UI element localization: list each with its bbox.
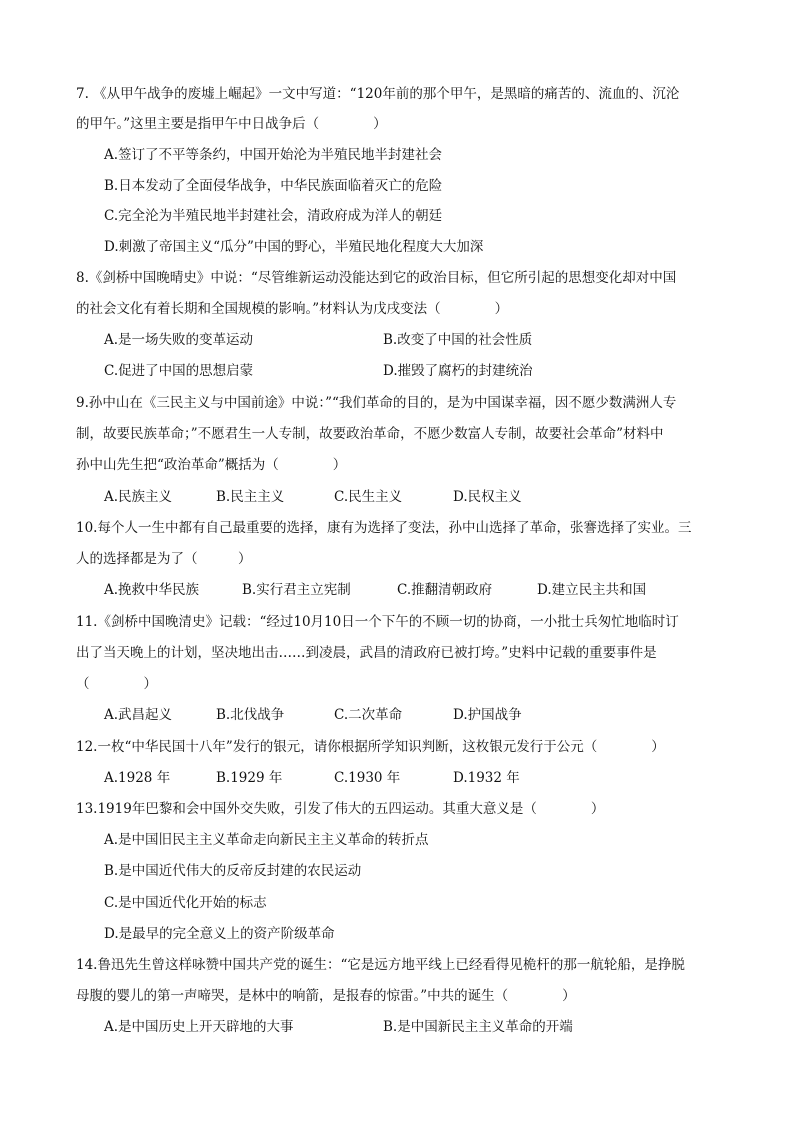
question-10-stem-line-2: 人的选择都是为了（ ） (76, 551, 252, 567)
question-8-options-row-1 (104, 330, 744, 350)
question-9-stem-line-3: 孙中山先生把“政治革命”概括为（ ） (76, 457, 347, 473)
question-12-option-d: D.1932 年 (453, 770, 520, 786)
question-13-option-b: B.是中国近代伟大的反帝反封建的农民运动 (104, 863, 362, 879)
question-11-stem-line-1: 11.《剑桥中国晚清史》记载：“经过10月10日一个下午的不顾一切的协商，一小批士兵匆忙地临时订 (76, 614, 679, 630)
question-9-stem-line-1: 9.孙中山在《三民主义与中国前途》中说：”“我们革命的目的，是为中国谋幸福，因不愿少数满洲人专 (76, 395, 677, 411)
question-11-option-c: C.二次革命 (334, 707, 403, 723)
question-14-stem-line-2: 母腹的婴儿的第一声啼哭，是林中的响箭，是报春的惊雷。”中共的诞生（ ） (76, 988, 576, 1004)
question-13-option-d: D.是最早的完全意义上的资产阶级革命 (104, 926, 335, 942)
question-8-option-b: B.改变了中国的社会性质 (383, 332, 533, 348)
question-11-options-row (104, 705, 744, 725)
question-7-option-c: C.完全沦为半殖民地半封建社会，清政府成为洋人的朝廷 (104, 208, 443, 224)
question-11-stem-line-3: （ ） (76, 676, 157, 692)
question-9-option-c: C.民生主义 (334, 489, 403, 505)
question-8-option-d: D.摧毁了腐朽的封建统治 (383, 363, 533, 379)
question-14-option-b: B.是中国新民主主义革命的开端 (383, 1019, 573, 1035)
question-10-option-b: B.实行君主立宪制 (242, 582, 351, 598)
question-8-options-row-2 (104, 361, 744, 381)
question-7-option-b: B.日本发动了全面侵华战争，中华民族面临着灭亡的危险 (104, 178, 443, 194)
question-7-stem-line-2: 的甲午。”这里主要是指甲午中日战争后（ ） (76, 116, 387, 132)
question-12-option-b: B.1929 年 (216, 770, 283, 786)
question-11-option-a: A.武昌起义 (104, 707, 173, 723)
question-12-options-row (104, 768, 744, 788)
question-14-stem-line-1: 14.鲁迅先生曾这样咏赞中国共产党的诞生：“它是远方地平线上已经看得见桅杆的那一航轮船，是挣脱 (76, 957, 685, 973)
question-7-option-a: A.签订了不平等条约，中国开始沦为半殖民地半封建社会 (104, 147, 443, 163)
question-9-option-b: B.民主主义 (216, 489, 285, 505)
question-11-stem-line-2: 出了当天晚上的计划，坚决地出击……到凌晨，武昌的清政府已被打垮。”史料中记载的重要事件是 (76, 645, 657, 661)
question-12-option-a: A.1928 年 (104, 770, 171, 786)
question-10-option-c: C.推翻清朝政府 (397, 582, 493, 598)
question-7-option-d: D.刺激了帝国主义“瓜分”中国的野心，半殖民地化程度大大加深 (104, 239, 484, 255)
question-9-options-row (104, 487, 744, 507)
question-7-stem-line-1: 7. 《从甲午战争的废墟上崛起》一文中写道：“120年前的那个甲午，是黑暗的痛苦的、流血的、沉沦 (76, 86, 680, 102)
question-10-option-d: D.建立民主共和国 (537, 582, 647, 598)
question-9-option-d: D.民权主义 (453, 489, 522, 505)
question-10-option-a: A.挽救中华民族 (104, 582, 200, 598)
question-11-option-d: D.护国战争 (453, 707, 522, 723)
question-9-option-a: A.民族主义 (104, 489, 173, 505)
question-8-stem-line-2: 的社会文化有着长期和全国规模的影响。”材料认为戊戌变法（ ） (76, 301, 509, 317)
question-13-option-c: C.是中国近代化开始的标志 (104, 895, 267, 911)
question-8-stem-line-1: 8.《剑桥中国晚晴史》中说：“尽管维新运动没能达到它的政治目标，但它所引起的思想变化却对中国 (76, 270, 677, 286)
question-12-option-c: C.1930 年 (334, 770, 401, 786)
question-8-option-a: A.是一场失败的变革运动 (104, 332, 254, 348)
question-14-options-row (104, 1017, 744, 1037)
question-11-option-b: B.北伐战争 (216, 707, 285, 723)
question-10-options-row (104, 580, 744, 600)
question-13-stem: 13.1919年巴黎和会中国外交失败，引发了伟大的五四运动。其重大意义是（ ） (76, 801, 605, 817)
question-13-option-a: A.是中国旧民主主义革命走向新民主主义革命的转折点 (104, 832, 429, 848)
question-8-option-c: C.促进了中国的思想启蒙 (104, 363, 254, 379)
question-12-stem: 12.一枚“中华民国十八年”发行的银元，请你根据所学知识判断，这枚银元发行于公元（ ） (76, 739, 665, 755)
question-9-stem-line-2: 制，故要民族革命；”不愿君生一人专制，故要政治革命，不愿少数富人专制，故要社会革命”材料中 (76, 426, 664, 442)
question-10-stem-line-1: 10.每个人一生中都有自己最重要的选择，康有为选择了变法，孙中山选择了革命，张謇选择了实业。三 (76, 520, 692, 536)
question-14-option-a: A.是中国历史上开天辟地的大事 (104, 1019, 294, 1035)
